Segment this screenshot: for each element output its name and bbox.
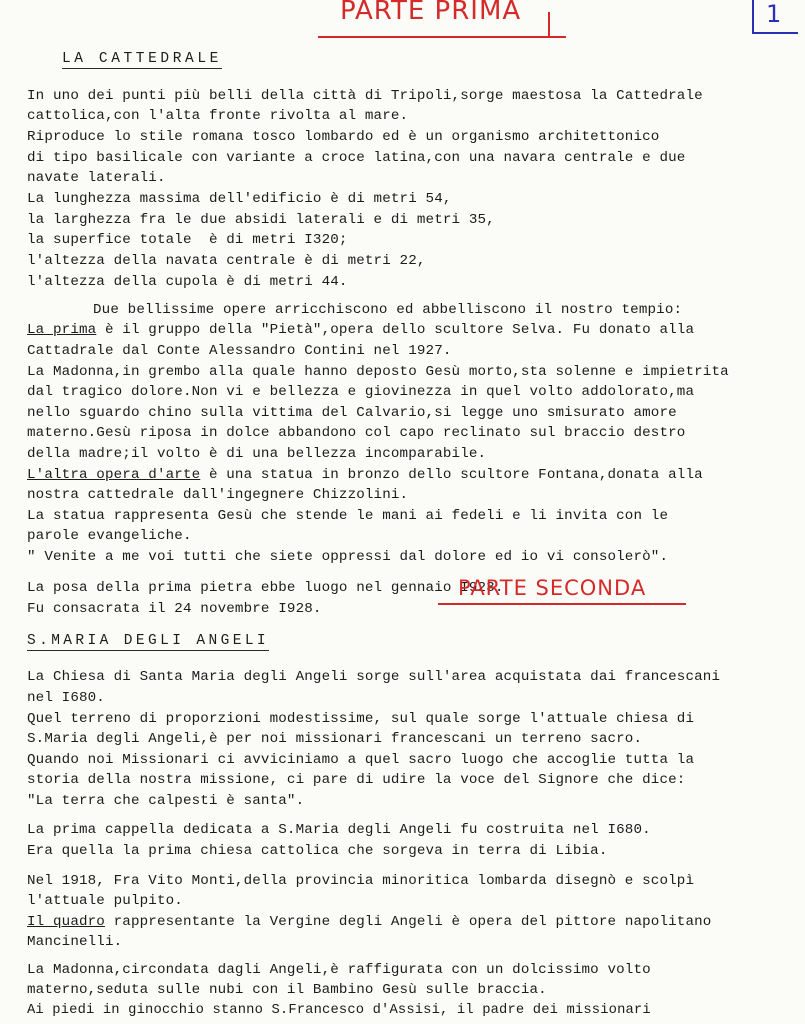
text-line: La Madonna,circondata dagli Angeli,è raffigurata con un dolcissimo volto [27,962,651,978]
underlined-label-altra-opera: L'altra opera d'arte [27,467,201,483]
text-line-indented: Due bellissime opere arricchiscono ed abbelliscono il nostro tempio: [93,302,683,318]
text-line: l'attuale pulpito. [27,893,183,909]
page-number: 1 [766,0,782,28]
text-line: dal tragico dolore.Non vi e bellezza e giovinezza in quel volto addolorato,ma [27,384,695,400]
handwritten-header-parte-prima: PARTE PRIMA [340,0,522,26]
text-line: la superfice totale è di metri I320; [27,232,348,248]
text-span: è il gruppo della "Pietà",opera dello scultore Selva. Fu donato alla [96,322,695,338]
text-line: La posa della prima pietra ebbe luogo nel gennaio I923. [27,580,504,596]
header-red-vertical-stroke [548,12,550,36]
section2-red-underline [438,603,686,605]
text-line: della madre;il volto è di una bellezza incomparabile. [27,446,487,462]
text-line [27,322,694,338]
text-line: Riproduce lo stile romana tosco lombardo ed è un organismo architettonico [27,129,660,145]
section-title-cattedrale: LA CATTEDRALE [62,51,222,67]
text-line: nostra cattedrale dall'ingegnere Chizzolini. [27,487,409,503]
text-line: parole evangeliche. [27,528,192,544]
text-line: In uno dei punti più belli della città di Tripoli,sorge maestosa la Cattedrale [27,88,703,104]
text-line: cattolica,con l'alta fronte rivolta al mare. [27,108,409,124]
underlined-label-la-prima: La prima [27,322,97,338]
text-line: di tipo basilicale con variante a croce latina,con una navara centrale e due [27,150,686,166]
text-line: Fu consacrata il 24 novembre I928. [27,601,322,617]
text-line: Ai piedi in ginocchio stanno S.Francesco d'Assisi, il padre dei missionari [27,1003,651,1018]
header-red-underline [318,36,566,38]
text-line: navate laterali. [27,170,166,186]
text-line: "La terra che calpesti è santa". [27,793,305,809]
text-line: La prima cappella dedicata a S.Maria degli Angeli fu costruita nel I680. [27,822,651,838]
handwritten-header-parte-seconda: PARTE SECONDA [458,576,647,600]
text-line: Quel terreno di proporzioni modestissime, sul quale sorge l'attuale chiesa di [27,711,695,727]
text-line: La Chiesa di Santa Maria degli Angeli sorge sull'area acquistata dai francescani [27,669,721,685]
text-line: nel I680. [27,690,105,706]
text-line: l'altezza della cupola è di metri 44. [27,274,348,290]
text-line: S.Maria degli Angeli,è per noi missionari francescani un terreno sacro. [27,731,643,747]
section-title-santa-maria: S.MARIA DEGLI ANGELI [27,633,270,649]
text-line: La lunghezza massima dell'edificio è di metri 54, [27,191,452,207]
text-line: storia della nostra missione, ci pare di udire la voce del Signore che dice: [27,772,686,788]
text-line: nello sguardo chino sulla vittima del Calvario,si legge uno smisurato amore [27,405,677,421]
text-line: " Venite a me voi tutti che siete oppressi dal dolore ed io vi consolerò". [27,549,669,565]
text-line [27,914,711,930]
text-line: Quando noi Missionari ci avviciniamo a quel sacro luogo che accoglie tutta la [27,752,695,768]
text-line: l'altezza della navata centrale è di metri 22, [27,253,426,269]
underlined-label-il-quadro: Il quadro [27,914,105,930]
text-line: materno,seduta sulle nubi con il Bambino Gesù sulle braccia. [27,982,547,998]
text-line [27,467,703,483]
text-span: rappresentante la Vergine degli Angeli è opera del pittore napolitano [104,914,712,930]
text-line: materno.Gesù riposa in dolce abbandono col capo reclinato sul braccio destro [27,425,686,441]
text-line: Nel 1918, Fra Vito Monti,della provincia minoritica lombarda disegnò e scolpì [27,873,695,889]
text-line: La statua rappresenta Gesù che stende le mani ai fedeli e li invita con le [27,508,669,524]
text-line: Cattadrale dal Conte Alessandro Contini nel 1927. [27,343,452,359]
text-line: la larghezza fra le due absidi laterali e di metri 35, [27,212,495,228]
text-span: è una statua in bronzo dello scultore Fontana,donata alla [200,467,703,483]
text-line: Era quella la prima chiesa cattolica che sorgeva in terra di Libia. [27,843,608,859]
text-line: Mancinelli. [27,934,123,950]
text-line: La Madonna,in grembo alla quale hanno deposto Gesù morto,sta solenne e impietrita [27,364,729,380]
